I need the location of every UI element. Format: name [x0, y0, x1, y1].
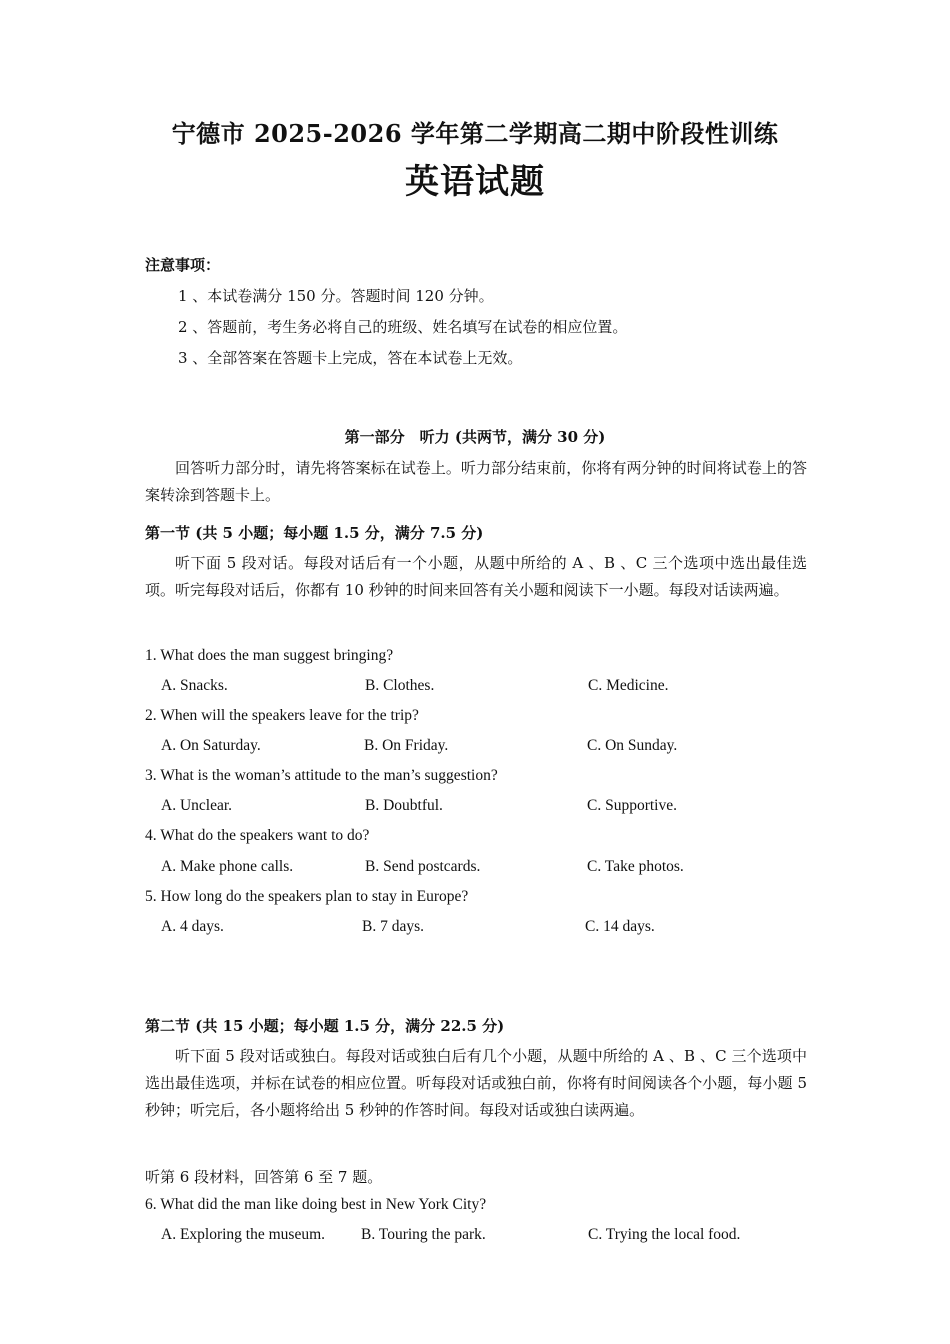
- exam-title: 宁德市 2025-2026 学年第二学期高二期中阶段性训练: [171, 119, 779, 148]
- option-b: B. Clothes.: [365, 677, 435, 694]
- part1-heading: 第一部分 听力 (共两节，满分 30 分): [344, 428, 606, 446]
- option-c: C. Supportive.: [587, 797, 677, 814]
- option-b: B. Doubtful.: [365, 797, 443, 814]
- option-a: A. On Saturday.: [161, 737, 261, 754]
- option-a: A. Snacks.: [161, 677, 228, 694]
- question-stem: 4. What do the speakers want to do?: [145, 827, 370, 844]
- option-a: A. Unclear.: [161, 797, 233, 814]
- question-stem: 1. What does the man suggest bringing?: [145, 647, 394, 664]
- notice-heading: 注意事项：: [145, 256, 221, 274]
- section1-heading: 第一节 (共 5 小题；每小题 1.5 分，满分 7.5 分): [145, 524, 484, 542]
- option-b: B. Send postcards.: [365, 858, 481, 875]
- subject-title: 英语试题: [405, 162, 545, 202]
- option-c: C. On Sunday.: [587, 737, 678, 754]
- option-b: B. Touring the park.: [361, 1226, 486, 1243]
- option-c: C. Medicine.: [588, 677, 669, 694]
- option-a: A. Make phone calls.: [161, 858, 294, 875]
- option-b: B. 7 days.: [362, 918, 424, 935]
- section2-instructions: 听下面 5 段对话或独白。每段对话或独白后有几个小题，从题中所给的 A 、B 、C 三个选项中选出最佳选项，并标在试卷的相应位置。听每段对话或独白前，你将有时间阅读各个小题，每小题 5 秒钟；听完后，各小题将给出 5 秒钟的作答时间。每段对话或独白读两遍。: [145, 1047, 807, 1119]
- question-stem: 6. What did the man like doing best in New York City?: [145, 1196, 487, 1213]
- question-stem: 2. When will the speakers leave for the trip?: [145, 707, 419, 724]
- option-c: C. Trying the local food.: [588, 1226, 741, 1243]
- material-note: 听第 6 段材料，回答第 6 至 7 题。: [145, 1168, 383, 1186]
- question-stem: 5. How long do the speakers plan to stay in Europe?: [145, 888, 469, 905]
- option-a: A. 4 days.: [161, 918, 224, 935]
- section1-instructions: 听下面 5 段对话。每段对话后有一个小题，从题中所给的 A 、B 、C 三个选项中选出最佳选项。听完每段对话后，你都有 10 秒钟的时间来回答有关小题和阅读下一小题。每段对话读两遍。: [145, 554, 807, 599]
- option-a: A. Exploring the museum.: [161, 1226, 326, 1243]
- option-b: B. On Friday.: [364, 737, 449, 754]
- notice-item: 3 、全部答案在答题卡上完成，答在本试卷上无效。: [178, 349, 523, 367]
- option-c: C. Take photos.: [587, 858, 684, 875]
- notice-item: 2 、答题前，考生务必将自己的班级、姓名填写在试卷的相应位置。: [178, 318, 628, 336]
- question-stem: 3. What is the woman’s attitude to the man’s suggestion?: [145, 767, 498, 784]
- notice-item: 1 、本试卷满分 150 分。答题时间 120 分钟。: [178, 287, 494, 305]
- part1-instructions: 回答听力部分时，请先将答案标在试卷上。听力部分结束前，你将有两分钟的时间将试卷上的答案转涂到答题卡上。: [145, 459, 807, 504]
- section2-heading: 第二节 (共 15 小题；每小题 1.5 分，满分 22.5 分): [145, 1017, 505, 1035]
- option-c: C. 14 days.: [585, 918, 655, 935]
